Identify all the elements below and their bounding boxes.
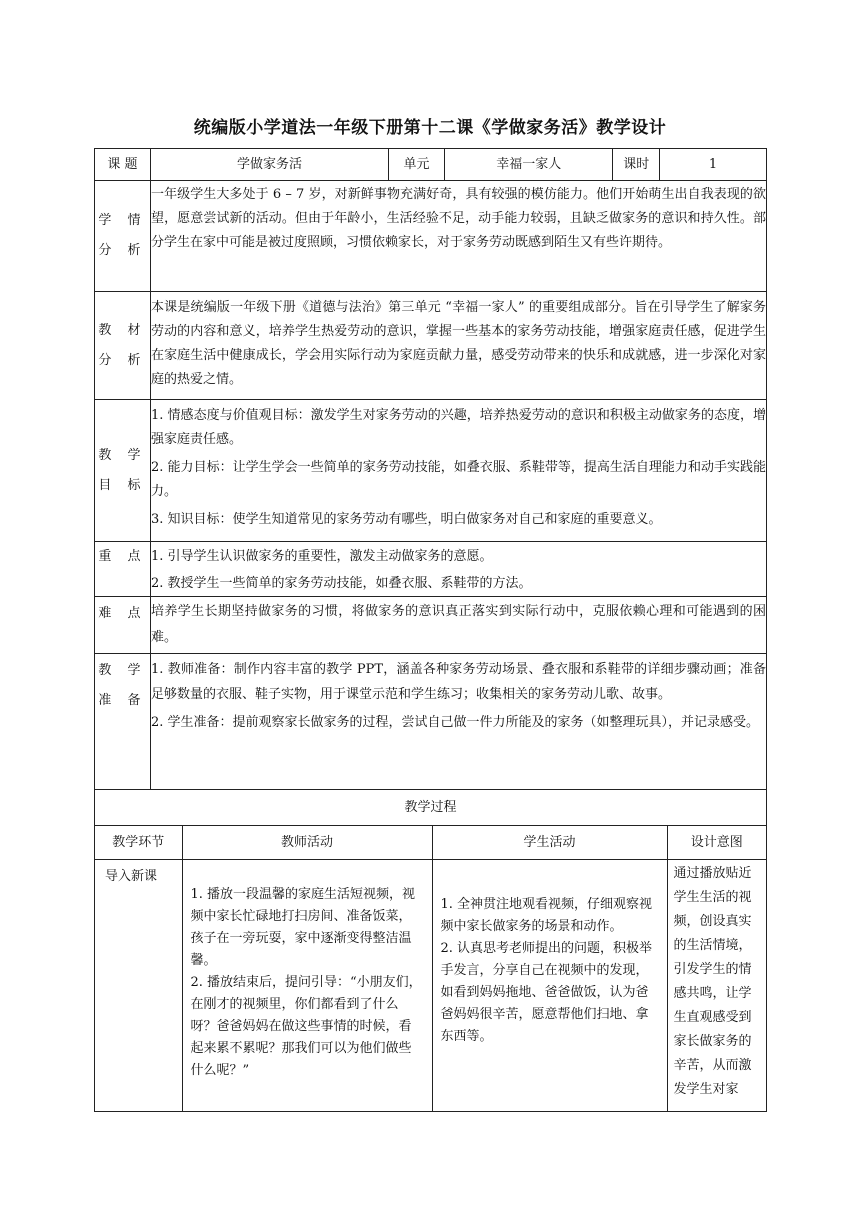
- key-point-item: 2. 教授学生一些简单的家务劳动技能，如叠衣服、系鞋带的方法。: [151, 576, 532, 591]
- process-student-activity: [432, 860, 667, 1111]
- lesson-label: 课 题: [95, 149, 151, 181]
- key-points-label: 重 点: [95, 542, 151, 597]
- preparation-label: 教 学 准 备: [95, 654, 151, 790]
- student-activity-item: 1. 全神贯注地观看视频，仔细观察视频中家长做家务的场景和动作。: [440, 897, 653, 934]
- preparation-item: 2. 学生准备：提前观察家长做家务的过程，尝试自己做一件力所能及的家务（如整理玩具），并记录感受。: [151, 715, 760, 730]
- unit-value: 幸福一家人: [444, 149, 613, 180]
- material-analysis-text: 本课是统编版一年级下册《道德与法治》第三单元 “幸福一家人” 的重要组成部分。旨在引导学生了解家务劳动的内容和意义，培养学生热爱劳动的意识，掌握一些基本的家务劳动技能，增强家庭责任感，促进学生在家庭生活中健康成长，学会用实际行动为家庭贡献力量，感受劳动带来的快乐和成就感，进一步深化对家庭的热爱之情。: [151, 292, 767, 400]
- teacher-activity-item: 2. 播放结束后，提问引导：“小朋友们，在刚才的视频里，你们都看到了什么呀？爸爸妈妈在做这些事情的时候，看起来累不累呢？那我们可以为他们做些什么呢？”: [190, 975, 422, 1078]
- student-analysis-text: 一年级学生大多处于 6 – 7 岁，对新鲜事物充满好奇，具有较强的模仿能力。他们开始萌生出自我表现的欲望，愿意尝试新的活动。但由于年龄小，生活经验不足，动手能力较弱，且缺乏做家务的意识和持久性。部分学生在家中可能是被过度照顾，习惯依赖家长，对于家务劳动既感到陌生又有些许期待。: [151, 181, 767, 292]
- teacher-activity-item: 1. 播放一段温馨的家庭生活短视频，视频中家长忙碌地打扫房间、准备饭菜，孩子在一旁玩耍，家中逐渐变得整洁温馨。: [190, 887, 416, 968]
- material-analysis-label: 教 材 分 析: [95, 292, 151, 400]
- goals-label: 教 学 目 标: [95, 400, 151, 542]
- hours-value: 1: [708, 156, 718, 172]
- process-title: 教学过程: [95, 790, 767, 826]
- process-header-teacher: 教师活动: [182, 826, 432, 859]
- document-title: 统编版小学道法一年级下册第十二课《学做家务活》教学设计: [193, 118, 667, 138]
- process-design-intent: 通过播放贴近学生生活的视频，创设真实的生活情境，引发学生的情感共鸣，让学生直观感受到家长做家务的辛苦，从而激发学生对家: [673, 866, 752, 1097]
- process-header-student: 学生活动: [432, 826, 667, 859]
- unit-label-cell: 单元: [389, 149, 444, 180]
- goal-item: 1. 情感态度与价值观目标：激发学生对家务劳动的兴趣，培养热爱劳动的意识和积极主动做家务的态度，增强家庭责任感。: [151, 408, 766, 447]
- goal-item: 3. 知识目标：使学生知道常见的家务劳动有哪些，明白做家务对自己和家庭的重要意义。: [151, 512, 662, 527]
- hours-label: 课时: [613, 149, 660, 180]
- goals-text: [151, 400, 767, 542]
- process-header-stage: 教学环节: [95, 826, 182, 859]
- student-analysis-label: 学 情 分 析: [95, 181, 151, 292]
- difficulties-label: 难 点: [95, 597, 151, 654]
- process-row: [95, 860, 767, 1112]
- process-teacher-activity: [182, 860, 432, 1111]
- process-header-intent: 设计意图: [690, 834, 743, 850]
- difficulties-text: 培养学生长期坚持做家务的习惯，将做家务的意识真正落实到实际行动中，克服依赖心理和可能遇到的困难。: [151, 597, 767, 654]
- preparation-item: 1. 教师准备：制作内容丰富的教学 PPT，涵盖各种家务劳动场景、叠衣服和系鞋带的详细步骤动画；准备足够数量的衣服、鞋子实物，用于课堂示范和学生练习；收集相关的家务劳动儿歌、故事。: [151, 662, 766, 702]
- process-stage: 导入新课: [95, 860, 182, 1111]
- key-point-item: 1. 引导学生认识做家务的重要性，激发主动做家务的意愿。: [151, 549, 493, 564]
- goal-item: 2. 能力目标：让学生学会一些简单的家务劳动技能，如叠衣服、系鞋带等，提高生活自理能力和动手实践能力。: [151, 460, 766, 499]
- header-right: [389, 149, 767, 181]
- preparation-text: [151, 654, 767, 790]
- process-header-row: [95, 826, 767, 860]
- key-points-text: [151, 542, 767, 597]
- student-activity-item: 2. 认真思考老师提出的问题，积极举手发言，分享自己在视频中的发现，如看到妈妈拖地、爸爸做饭，认为爸爸妈妈很辛苦，愿意帮他们扫地、拿东西等。: [440, 941, 653, 1044]
- lesson-plan-table: [94, 148, 767, 1112]
- lesson-value: 学做家务活: [151, 149, 389, 181]
